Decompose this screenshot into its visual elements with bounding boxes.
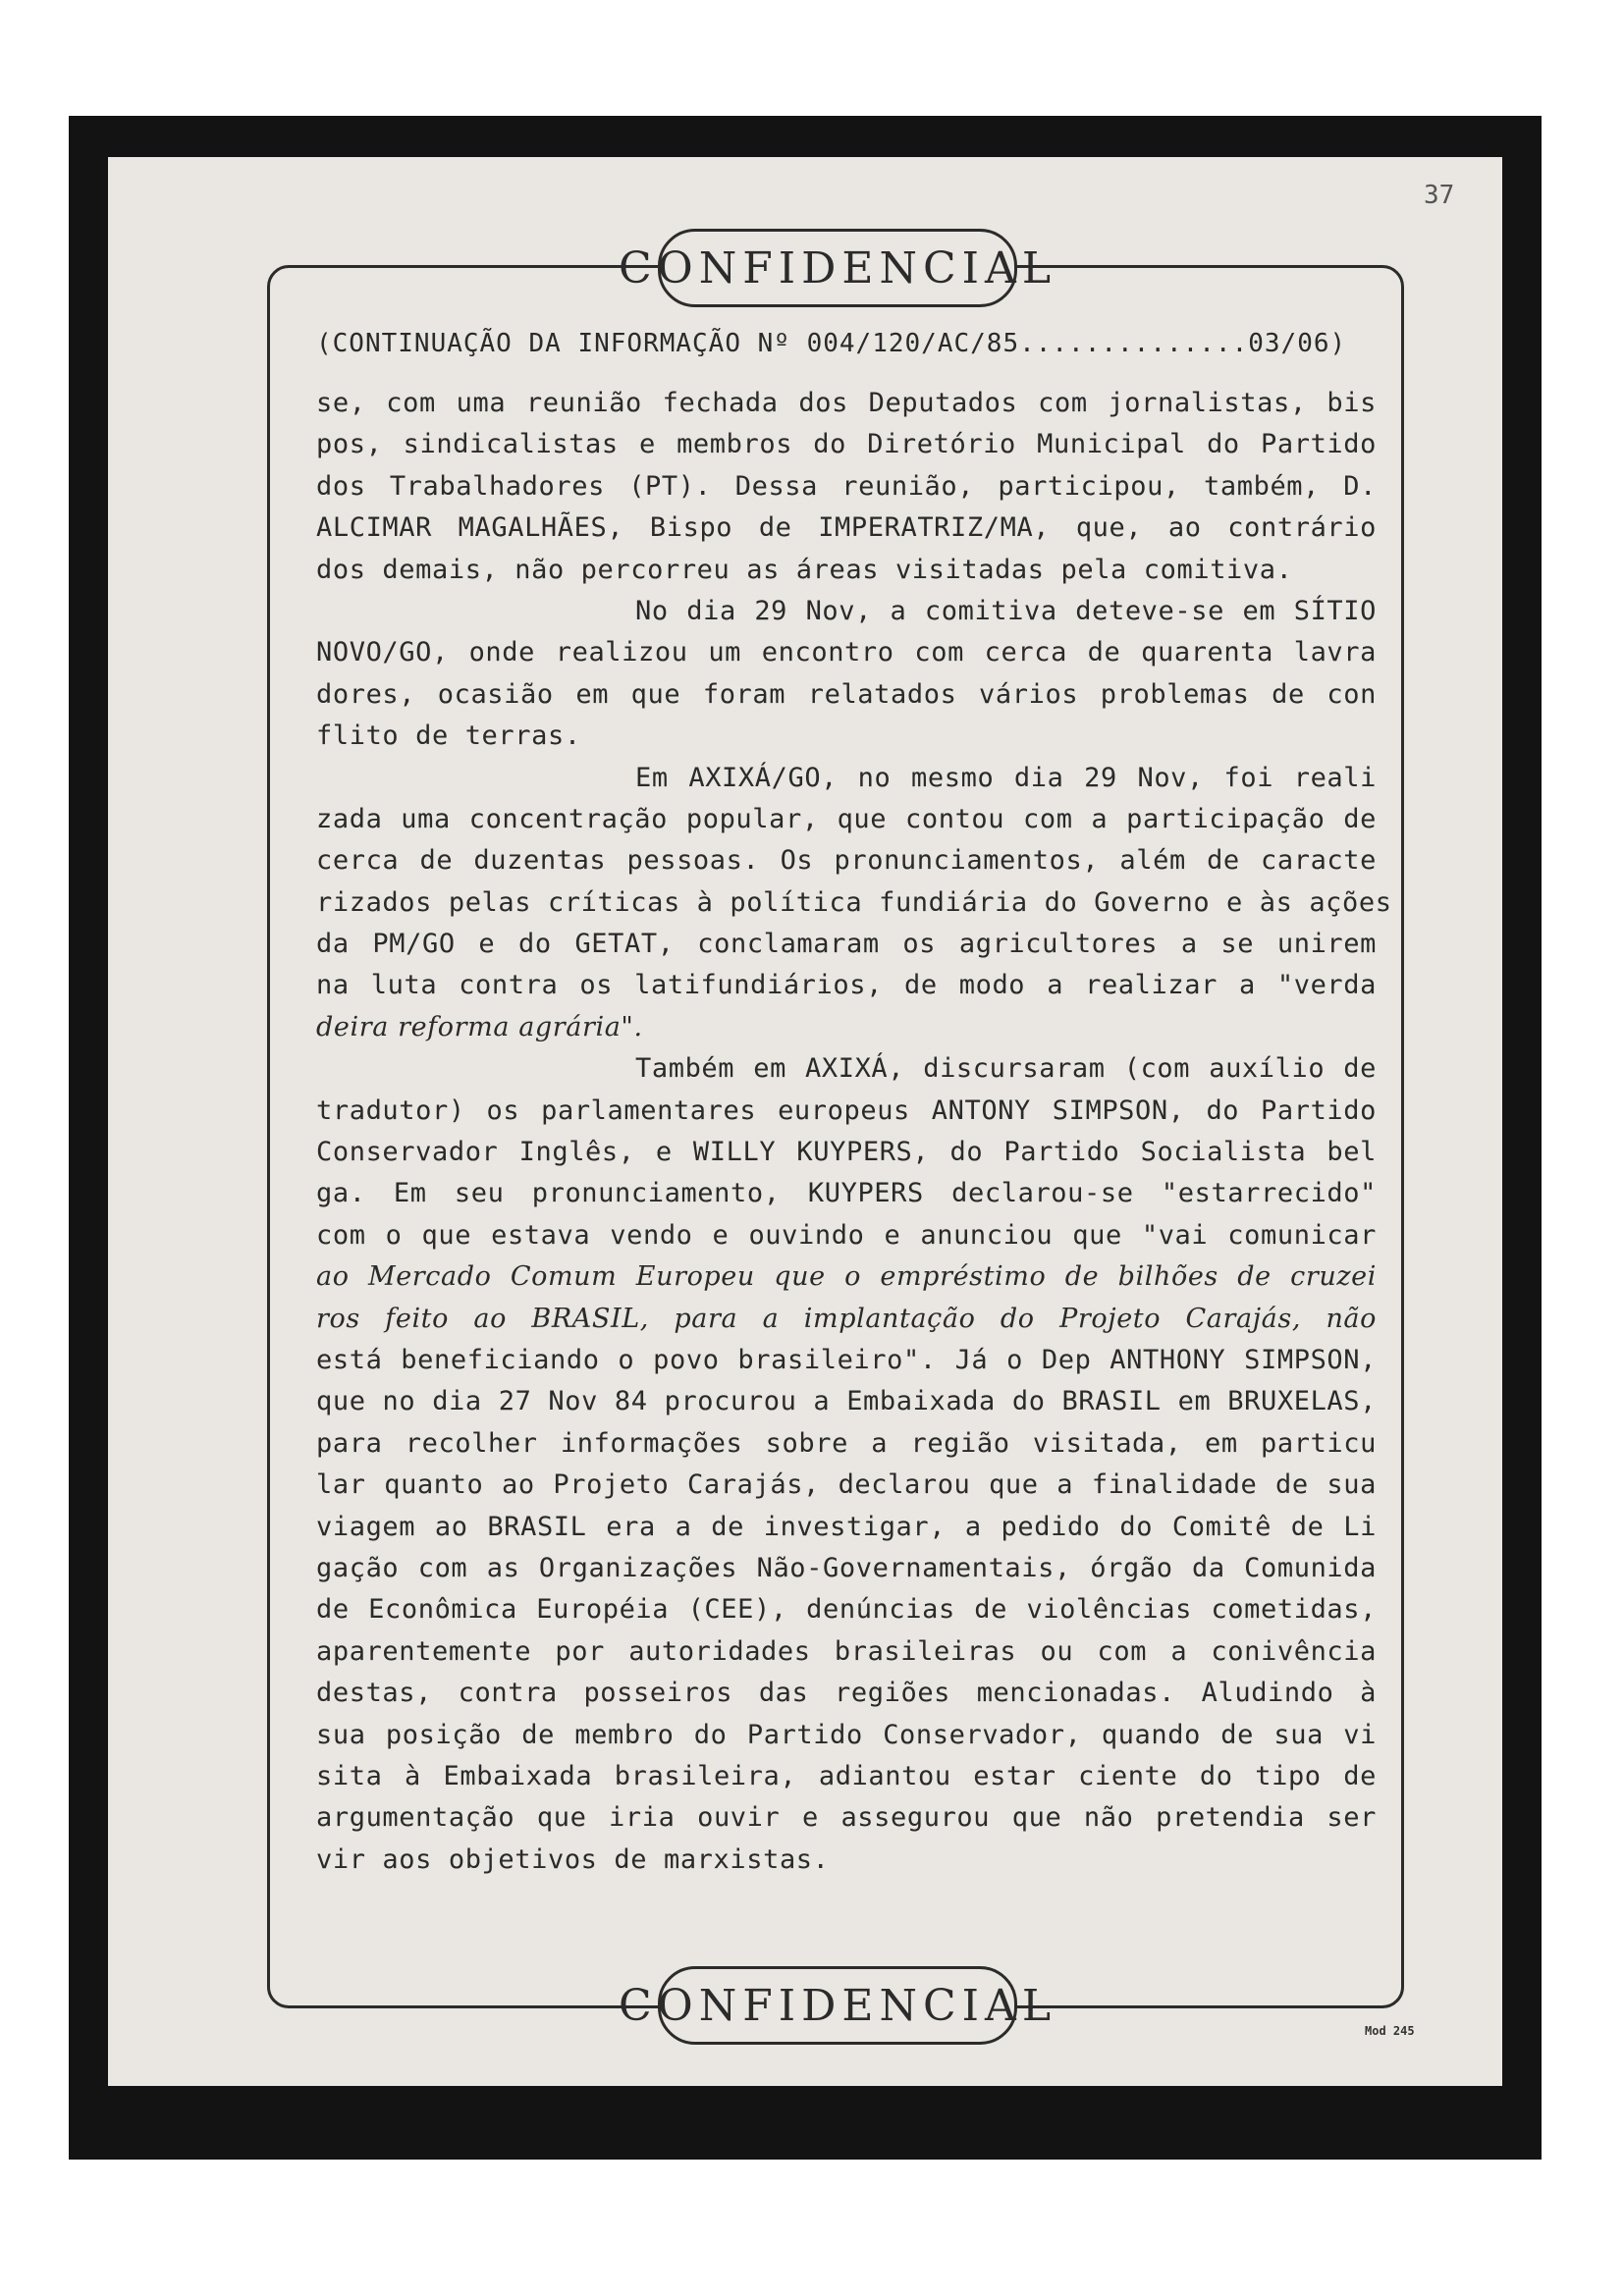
text-line: com o que estava vendo e ouvindo e anunciou que "vai comunicar	[316, 1219, 1377, 1251]
text-line: rizados pelas críticas à política fundiária do Governo e às ações	[316, 886, 1392, 918]
form-code: Mod 245	[1365, 2024, 1415, 2038]
text-line: ros feito ao BRASIL, para a implantação do Projeto Carajás, não	[316, 1303, 1377, 1334]
confidential-stamp-bottom: CONFIDENCIAL	[658, 1966, 1017, 2045]
text-line: ALCIMAR MAGALHÃES, Bispo de IMPERATRIZ/MA, que, ao contrário	[316, 512, 1377, 544]
text-line: flito de terras.	[316, 721, 581, 752]
text-line: No dia 29 Nov, a comitiva deteve-se em SÍTIO	[635, 595, 1377, 626]
text-line: sua posição de membro do Partido Conservador, quando de sua vi	[316, 1719, 1377, 1750]
text-line: pos, sindicalistas e membros do Diretório Municipal do Partido	[316, 429, 1377, 460]
document-body	[316, 383, 1392, 1881]
text-line: para recolher informações sobre a região visitada, em particu	[316, 1427, 1377, 1459]
text-line: dos Trabalhadores (PT). Dessa reunião, participou, também, D.	[316, 470, 1377, 502]
text-line: cerca de duzentas pessoas. Os pronunciamentos, além de caracte	[316, 845, 1377, 877]
text-line: tradutor) os parlamentares europeus ANTONY SIMPSON, do Partido	[316, 1095, 1377, 1126]
text-line: argumentação que iria ouvir e assegurou que não pretendia ser	[316, 1802, 1377, 1834]
text-line: vir aos objetivos de marxistas.	[316, 1843, 830, 1875]
text-line: na luta contra os latifundiários, de modo a realizar a "verda	[316, 970, 1377, 1001]
text-line: ao Mercado Comum Europeu que o empréstimo de bilhões de cruzei	[316, 1261, 1377, 1293]
page-number: 37	[1424, 181, 1455, 210]
text-line: gação com as Organizações Não-Governamentais, órgão da Comunida	[316, 1552, 1377, 1583]
confidential-stamp-top: CONFIDENCIAL	[658, 229, 1017, 307]
document-header: (CONTINUAÇÃO DA INFORMAÇÃO Nº 004/120/AC/85..............03/06)	[316, 329, 1347, 358]
text-line: NOVO/GO, onde realizou um encontro com cerca de quarenta lavra	[316, 637, 1377, 668]
text-line: dos demais, não percorreu as áreas visitadas pela comitiva.	[316, 554, 1293, 585]
text-line: Em AXIXÁ/GO, no mesmo dia 29 Nov, foi reali	[635, 762, 1377, 793]
text-line: Também em AXIXÁ, discursaram (com auxílio de	[635, 1053, 1377, 1085]
text-line: Conservador Inglês, e WILLY KUYPERS, do Partido Socialista bel	[316, 1137, 1377, 1168]
text-line: dores, ocasião em que foram relatados vários problemas de con	[316, 678, 1377, 710]
text-line: destas, contra posseiros das regiões mencionadas. Aludindo à	[316, 1678, 1377, 1709]
text-line: viagem ao BRASIL era a de investigar, a pedido do Comitê de Li	[316, 1511, 1377, 1542]
text-line: sita à Embaixada brasileira, adiantou estar ciente do tipo de	[316, 1760, 1377, 1791]
text-line: zada uma concentração popular, que contou com a participação de	[316, 803, 1377, 834]
text-line: de Econômica Européia (CEE), denúncias de violências cometidas,	[316, 1594, 1377, 1626]
text-line: da PM/GO e do GETAT, conclamaram os agricultores a se unirem	[316, 929, 1377, 960]
text-line: que no dia 27 Nov 84 procurou a Embaixada do BRASIL em BRUXELAS,	[316, 1386, 1377, 1417]
text-line: está beneficiando o povo brasileiro". Já o Dep ANTHONY SIMPSON,	[316, 1344, 1377, 1375]
text-line: aparentemente por autoridades brasileiras ou com a conivência	[316, 1635, 1377, 1667]
text-line: ga. Em seu pronunciamento, KUYPERS declarou-se "estarrecido"	[316, 1178, 1377, 1209]
text-line: se, com uma reunião fechada dos Deputados com jornalistas, bis	[316, 388, 1377, 418]
text-line: deira reforma agrária".	[316, 1011, 643, 1042]
text-line: lar quanto ao Projeto Carajás, declarou que a finalidade de sua	[316, 1469, 1377, 1501]
